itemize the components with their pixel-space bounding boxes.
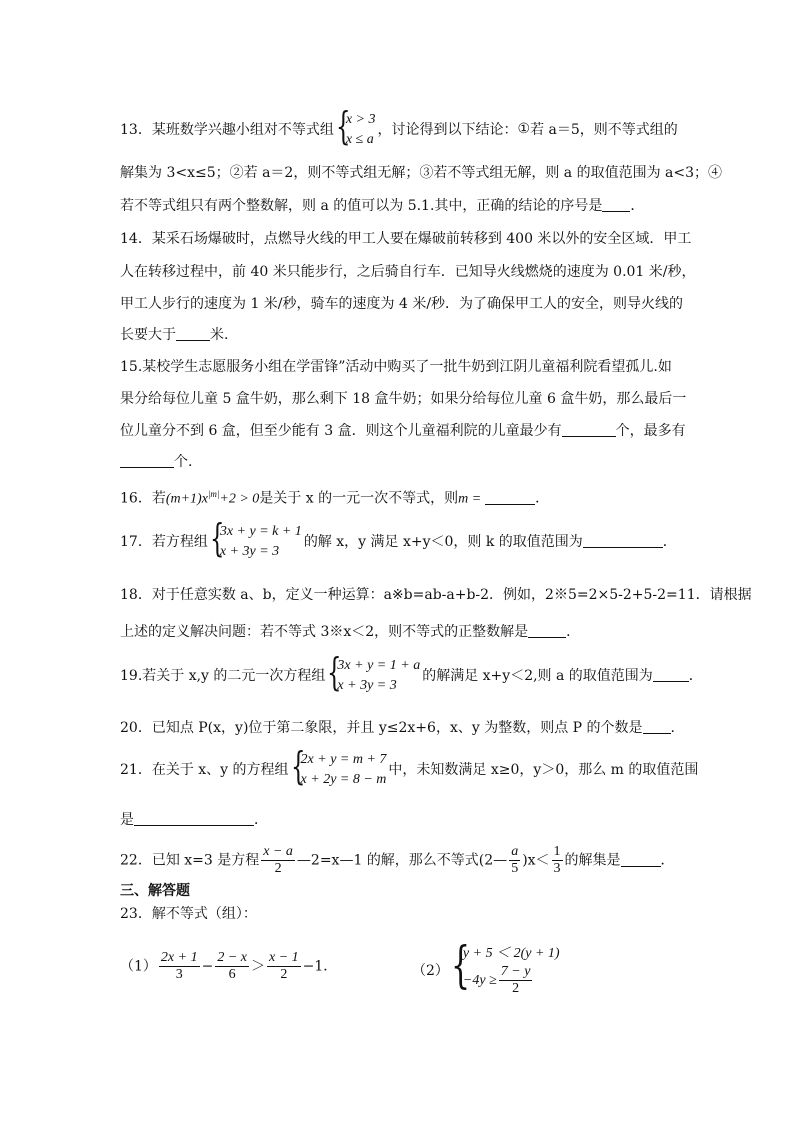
section-heading: 三、解答题 [120, 883, 190, 899]
q13-c3: 若不等式组无解，则 a 的取值范围为 a<3； [433, 165, 709, 181]
question-20 [120, 718, 720, 738]
q22-f1num: x − a [263, 844, 293, 859]
q20-a: 20．已知点 P(x，y)位于第二象限，并且 y≤2x+6，x、y 为整数，则点 P 的个数是 [120, 720, 643, 736]
q22-a: 22．已知 x=3 是方程 [120, 852, 260, 869]
q22-d: 的解集是 [564, 852, 621, 869]
q23-f3den: 2 [280, 967, 288, 982]
q13-line2a: 解集为 3<x≤5； [120, 165, 230, 181]
question-16 [120, 484, 720, 510]
circled-2: ② [229, 165, 244, 181]
q15-l4 [120, 452, 720, 472]
circled-3: ③ [419, 165, 434, 181]
q15-line2: 果分给每位儿童 5 盒牛奶，那么剩下 18 盒牛奶；如果分给每位儿童 6 盒牛奶，那么最后一 [120, 391, 687, 407]
q17-a: 17．若方程组 [120, 534, 208, 550]
q23-f4den: 2 [512, 981, 520, 997]
question-13 [120, 104, 720, 150]
q14-line4a: 长要大于 [120, 327, 176, 343]
q21-line2b: ． [254, 812, 268, 828]
q14-line1: 14．某采石场爆破时，点燃导火线的甲工人要在爆破前转移到 400 米以外的安全区域．甲工 [120, 231, 692, 247]
q21-a: 21．在关于 x、y 的方程组 [120, 762, 289, 778]
q16-expr2: +2 > 0 [219, 491, 260, 507]
question-13-line3 [120, 196, 720, 216]
q15-min-blank[interactable] [562, 422, 616, 437]
q22-f1den: 2 [274, 861, 282, 876]
q23-title: 23．解不等式（组）： [120, 906, 257, 922]
q18-answer-blank[interactable] [528, 623, 566, 638]
q17-row2: x + 3y = 3 [219, 544, 280, 559]
q23-p2: （2） [412, 963, 449, 979]
q20-b: . [670, 720, 675, 736]
question-22 [120, 844, 720, 877]
q13-line3: 若不等式组只有两个整数解，则 a 的值可以为 5.1.其中，正确的结论的序号是 [120, 198, 603, 214]
q19-b: 的解满足 x+y＜2,则 a 的取值范围为 [422, 668, 653, 684]
q21-answer-blank[interactable] [134, 811, 254, 826]
q21-line2a: 是 [120, 812, 134, 828]
q14-line2: 人在转移过程中，前 40 米只能步行，之后骑自行车．已知导火线燃烧的速度为 0.01 米/秒， [120, 264, 696, 280]
q15-max-blank[interactable] [120, 453, 174, 468]
q13-answer-blank[interactable] [602, 197, 630, 212]
q23-frac2 [215, 950, 249, 983]
q22-b: —2=x—1 的解，那么不等式(2— [296, 852, 508, 869]
q22-frac3 [552, 844, 563, 877]
question-17 [120, 516, 720, 562]
brace-icon: { [327, 650, 342, 694]
q21-b: 中，未知数满足 x≥0，y＞0，那么 m 的取值范围 [388, 762, 699, 778]
q16-exp: |m| [207, 489, 220, 499]
q14-line3: 甲工人步行的速度为 1 米/秒，骑车的速度为 4 米/秒．为了确保甲工人的安全，则导火线的 [120, 296, 684, 312]
q15-line1: 15.某校学生志愿服务小组在学雷锋”活动中购买了一批牛奶到江阴儿童福利院看望孤儿.如 [120, 359, 672, 375]
q14-line4b: 米. [210, 327, 229, 343]
q13-row1: x > 3 [345, 112, 376, 127]
q21-system [290, 744, 387, 790]
q22-e: ． [660, 852, 675, 869]
q13-end: ． [630, 198, 645, 214]
question-15 [120, 357, 720, 377]
q22-c: )x＜ [522, 852, 550, 869]
q13-text2: ，讨论得到以下结论： [377, 122, 518, 138]
q19-row2: x + 3y = 3 [337, 678, 397, 693]
q22-frac2 [509, 844, 520, 877]
q14-answer-blank[interactable] [176, 326, 210, 341]
q23-row1: y + 5 ＜ 2(y + 1) [462, 946, 560, 961]
q15-line3a: 位儿童分不到 6 盒，但至少能有 3 盒．则这个儿童福利院的儿童最少有 [120, 423, 562, 439]
q22-f2den: 5 [511, 861, 519, 876]
q19-c: ． [688, 668, 703, 684]
q16-a: 16．若 [120, 490, 166, 507]
q17-system [209, 516, 302, 562]
q17-row1: 3x + y = k + 1 [219, 524, 302, 539]
q13-text: 13．某班数学兴趣小组对不等式组 [120, 122, 334, 138]
q23-f1num: 2x + 1 [160, 950, 198, 965]
q21-l2 [120, 810, 720, 830]
q21-row2: x + 2y = 8 − m [300, 772, 387, 787]
q23-p1: （1） [120, 958, 157, 975]
brace-icon: { [290, 744, 306, 788]
q22-frac1 [261, 844, 295, 877]
question-18 [120, 585, 752, 605]
q17-b: 的解 x，y 满足 x+y＜0，则 k 的取值范围为 [303, 534, 583, 550]
q17-answer-blank[interactable] [583, 533, 663, 548]
q15-line3b: 个，最多有 [615, 423, 686, 439]
question-23 [120, 904, 720, 924]
q14-l4 [120, 325, 720, 345]
q22-f2num: a [511, 844, 519, 859]
q19-answer-blank[interactable] [653, 667, 689, 682]
q15-l2 [120, 389, 720, 409]
q23-frac1 [159, 950, 200, 983]
q13-row2: x ≤ a [345, 132, 374, 147]
q19-system [327, 650, 421, 696]
brace-icon: { [335, 104, 351, 148]
q23-f2num: 2 − x [217, 950, 247, 965]
q21-row1: 2x + y = m + 7 [300, 752, 387, 767]
q18-l2 [120, 622, 720, 642]
q17-c: ． [662, 534, 677, 550]
q18-line2a: 上述的定义解决问题：若不等式 3※x＜2，则不等式的正整数解是 [120, 624, 529, 640]
circled-4: ④ [708, 165, 723, 181]
q23-f3num: x − 1 [269, 950, 299, 965]
q19-a: 19.若关于 x,y 的二元一次方程组 [120, 668, 326, 684]
q23-f1den: 3 [175, 967, 183, 982]
q16-c: m = [458, 491, 482, 507]
q15-line4b: 个. [174, 454, 193, 470]
q23-frac4 [499, 964, 533, 997]
question-19 [120, 650, 720, 696]
q16-d: ． [535, 490, 550, 507]
q23-row2a: −4y ≥ [462, 973, 497, 988]
q23-f2den: 6 [228, 967, 236, 982]
circled-1: ① [517, 121, 531, 137]
q19-row1: 3x + y = 1 + a [337, 658, 421, 673]
q22-f3den: 3 [553, 861, 561, 876]
q18-line1: 18．对于任意实数 a、b，定义一种运算：a※b=ab-a+b-2．例如，2※5=2×5-2+5-2=11．请根据 [120, 587, 752, 603]
q16-expr: (m+1)x [165, 491, 208, 507]
q22-answer-blank[interactable] [621, 852, 661, 867]
q14-l2 [120, 262, 720, 282]
q13-system [335, 104, 376, 150]
q15-l3 [120, 421, 720, 441]
q23-system [450, 936, 560, 998]
q23-f4num: 7 − y [500, 964, 531, 980]
q13-c1: 若 a＝5，则不等式组的 [530, 122, 678, 138]
q22-f3num: 1 [553, 844, 561, 859]
question-13-line2 [120, 163, 723, 183]
question-23-part2 [412, 936, 712, 998]
q13-c2: 若 a＝2，则不等式组无解； [243, 165, 420, 181]
q23-minus: − [201, 958, 214, 975]
brace-icon: { [450, 936, 471, 994]
question-21 [120, 744, 720, 790]
q23-frac3 [267, 950, 301, 983]
q18-line2b: ． [566, 624, 581, 640]
q23-gt: ＞ [251, 958, 265, 975]
q20-answer-blank[interactable] [643, 719, 671, 734]
question-14 [120, 229, 720, 249]
q16-answer-blank[interactable] [485, 490, 535, 505]
q16-b: 是关于 x 的一元一次不等式，则 [259, 490, 459, 507]
brace-icon: { [209, 516, 225, 560]
q14-l3 [120, 294, 720, 314]
q23-tail: −1． [302, 958, 338, 975]
